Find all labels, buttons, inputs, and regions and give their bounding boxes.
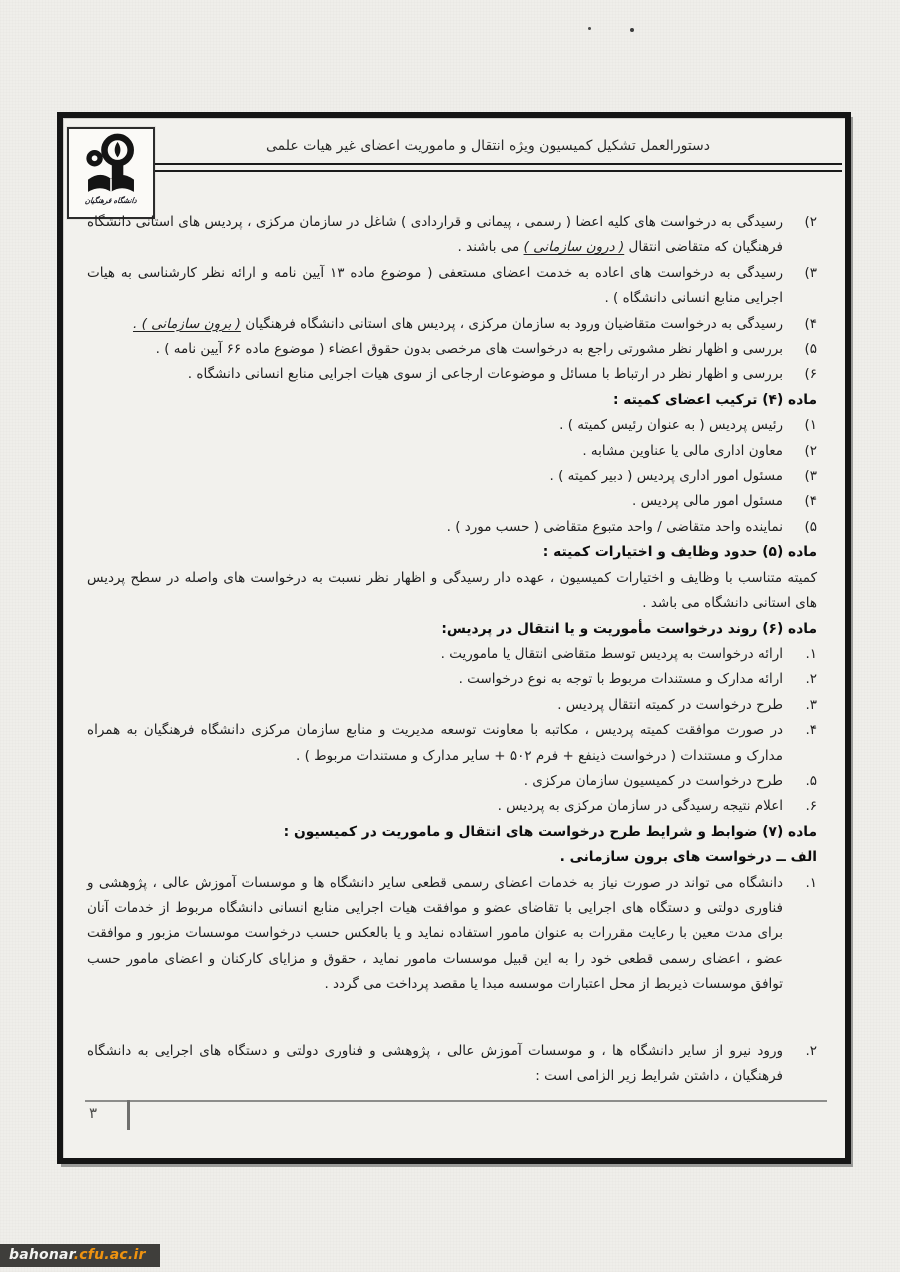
procedure-step-5 <box>87 769 817 794</box>
item-number: ۱. <box>805 645 817 662</box>
item-text: رسیدگی به درخواست های کلیه اعضا ( رسمی ، پیمانی و قراردادی ) شاغل در سازمان مرکزی ، پردیس های استانی دانشگاه فرهنگیان که متقاضی انتقال ( درون سازمانی ) می باشند . <box>87 214 783 256</box>
external-request-item-1 <box>87 871 817 998</box>
article-7-subheading: الف ــ درخواست های برون سازمانی . <box>559 849 817 866</box>
emphasized-phrase: ( درون سازمانی ) <box>523 239 625 256</box>
document-body <box>87 210 817 1089</box>
list-item-4 <box>87 312 817 337</box>
item-text: بررسی و اظهار نظر مشورتی راجع به درخواست های مرخصی بدون حقوق اعضاء ( موضوع ماده ۶۶ آیین نامه ) . <box>155 341 783 358</box>
farhangian-logo-icon <box>78 132 144 196</box>
committee-item-3 <box>87 464 817 489</box>
item-number: ۳) <box>804 264 817 281</box>
item-number: ۵. <box>805 772 817 789</box>
item-number: ۱) <box>804 417 817 434</box>
page-number: ۳ <box>89 1104 98 1122</box>
footer-tick-mark <box>127 1100 130 1130</box>
item-number: ۲) <box>804 214 817 230</box>
committee-item-4 <box>87 489 817 514</box>
item-number: ۲) <box>804 442 817 459</box>
item-number: ۳) <box>804 468 817 485</box>
page-title: دستورالعمل تشکیل کمیسیون ویژه انتقال و ماموریت اعضای غیر هیات علمی <box>265 138 711 154</box>
item-number: ۲. <box>805 671 817 688</box>
article-5-heading: ماده (۵) حدود وظایف و اختیارات کمیته : <box>542 544 817 561</box>
procedure-step-2 <box>87 667 817 692</box>
item-text: طرح درخواست در کمیسیون سازمان مرکزی . <box>523 772 783 789</box>
item-number: ۵) <box>804 518 817 535</box>
procedure-step-1 <box>87 642 817 667</box>
header-rule <box>155 163 842 172</box>
scan-speck <box>630 28 634 32</box>
watermark-prefix: bahonar <box>9 1247 74 1263</box>
item-text: مسئول امور اداری پردیس ( دبیر کمیته ) . <box>549 468 783 485</box>
emphasized-phrase: ( برون سازمانی ) . <box>132 315 241 332</box>
item-text: رسیدگی به درخواست متقاضیان ورود به سازمان مرکزی ، پردیس های استانی دانشگاه فرهنگیان ( برون سازمانی ) . <box>132 315 783 332</box>
document-page-frame <box>57 112 851 1164</box>
list-item-6 <box>87 362 817 387</box>
item-text: رئیس پردیس ( به عنوان رئیس کمیته ) . <box>559 417 783 434</box>
procedure-step-4 <box>87 718 817 769</box>
committee-item-2 <box>87 439 817 464</box>
procedure-step-6 <box>87 794 817 819</box>
item-number: ۴. <box>805 722 817 739</box>
item-text: طرح درخواست در کمیته انتقال پردیس . <box>557 696 783 713</box>
item-number: ۶. <box>805 798 817 815</box>
item-number: ۱. <box>805 874 817 891</box>
item-number: ۴) <box>804 493 817 510</box>
item-number: ۳. <box>805 696 817 713</box>
item-number: ۲. <box>805 1042 817 1059</box>
item-text: مسئول امور مالی پردیس . <box>632 493 783 510</box>
university-logo <box>67 127 155 219</box>
item-text: ارائه درخواست به پردیس توسط متقاضی انتقال یا ماموریت . <box>440 645 783 662</box>
item-text: ارائه مدارک و مستندات مربوط با توجه به نوع درخواست . <box>458 671 783 688</box>
watermark-suffix: .cfu.ac.ir <box>73 1247 146 1263</box>
committee-item-1 <box>87 413 817 438</box>
article-6-heading: ماده (۶) روند درخواست مأموریت و یا انتقال در پردیس: <box>441 620 817 637</box>
item-text: اعلام نتیجه رسیدگی در سازمان مرکزی به پردیس . <box>497 798 783 815</box>
item-text: معاون اداری مالی یا عناوین مشابه . <box>582 442 783 459</box>
footer-rule <box>85 1100 827 1102</box>
article-4-heading: ماده (۴) ترکیب اعضای کمیته : <box>612 391 817 408</box>
list-item-3 <box>87 261 817 312</box>
list-item-2 <box>87 210 817 261</box>
article-7-heading: ماده (۷) ضوابط و شرایط طرح درخواست های انتقال و ماموریت در کمیسیون : <box>283 823 817 840</box>
logo-caption: دانشگاه فرهنگیان <box>84 196 138 206</box>
item-number: ۵) <box>804 341 817 358</box>
item-text: رسیدگی به درخواست های اعاده به خدمت اعضای مستعفی ( موضوع ماده ۱۳ آیین نامه و ارائه نظر کارشناسی به هیات اجرایی منابع انسانی دانشگاه ) . <box>87 264 783 307</box>
procedure-step-3 <box>87 693 817 718</box>
item-text: ورود نیرو از سایر دانشگاه ها ، و موسسات آموزش عالی ، پژوهشی و فناوری دولتی و دستگاه های اجرایی به دانشگاه فرهنگیان ، داشتن شرایط زیر الزامی است : <box>87 1042 783 1084</box>
item-text: نماینده واحد متقاضی / واحد متبوع متقاضی ( حسب مورد ) . <box>446 518 783 535</box>
site-watermark <box>0 1244 160 1267</box>
external-request-item-2 <box>87 1039 817 1090</box>
item-number: ۶) <box>804 366 817 383</box>
item-number: ۴) <box>804 315 817 332</box>
article-5-body: کمیته متناسب با وظایف و اختیارات کمیسیون ، عهده دار رسیدگی و اظهار نظر نسبت به درخواست های واصله در سطح پردیس های استانی دانشگاه می باشد . <box>87 569 817 612</box>
item-text: در صورت موافقت کمیته پردیس ، مکاتبه با معاونت توسعه مدیریت و منابع سازمان مرکزی دانشگاه فرهنگیان به همراه مدارک و مستندات ( درخواست ذینفع + فرم ۵۰۲ + سایر مدارک و مستندات مربوط ) . <box>87 722 783 764</box>
committee-item-5 <box>87 515 817 540</box>
list-item-5 <box>87 337 817 362</box>
item-text: دانشگاه می تواند در صورت نیاز به خدمات اعضای رسمی قطعی سایر دانشگاه ها و موسسات آموزش عالی ، پژوهشی و فناوری دولتی و دستگاه های اجرایی با تقاضای عضو و موافقت هیات اجرایی منابع انسانی دانشگاه مربوط از خدمات آنان برای مدت معین با رعایت مقررات به عنوان مامور استفاده نماید و یا بالعکس حسب درخواست موسسات مزبور و موافقت عضو ، اعضای رسمی قطعی خود را به این قبیل موسسات مامور نماید ، حقوق و مزایای کارکنان و اعضای مامور حسب توافق موسسات ذیربط از محل اعتبارات موسسه مبدا یا مقصد پرداخت می گردد . <box>87 874 783 993</box>
scan-speck <box>588 27 591 30</box>
item-text: بررسی و اظهار نظر در ارتباط با مسائل و موضوعات ارجاعی از سوی هیات اجرایی منابع انسانی دانشگاه . <box>187 366 783 383</box>
